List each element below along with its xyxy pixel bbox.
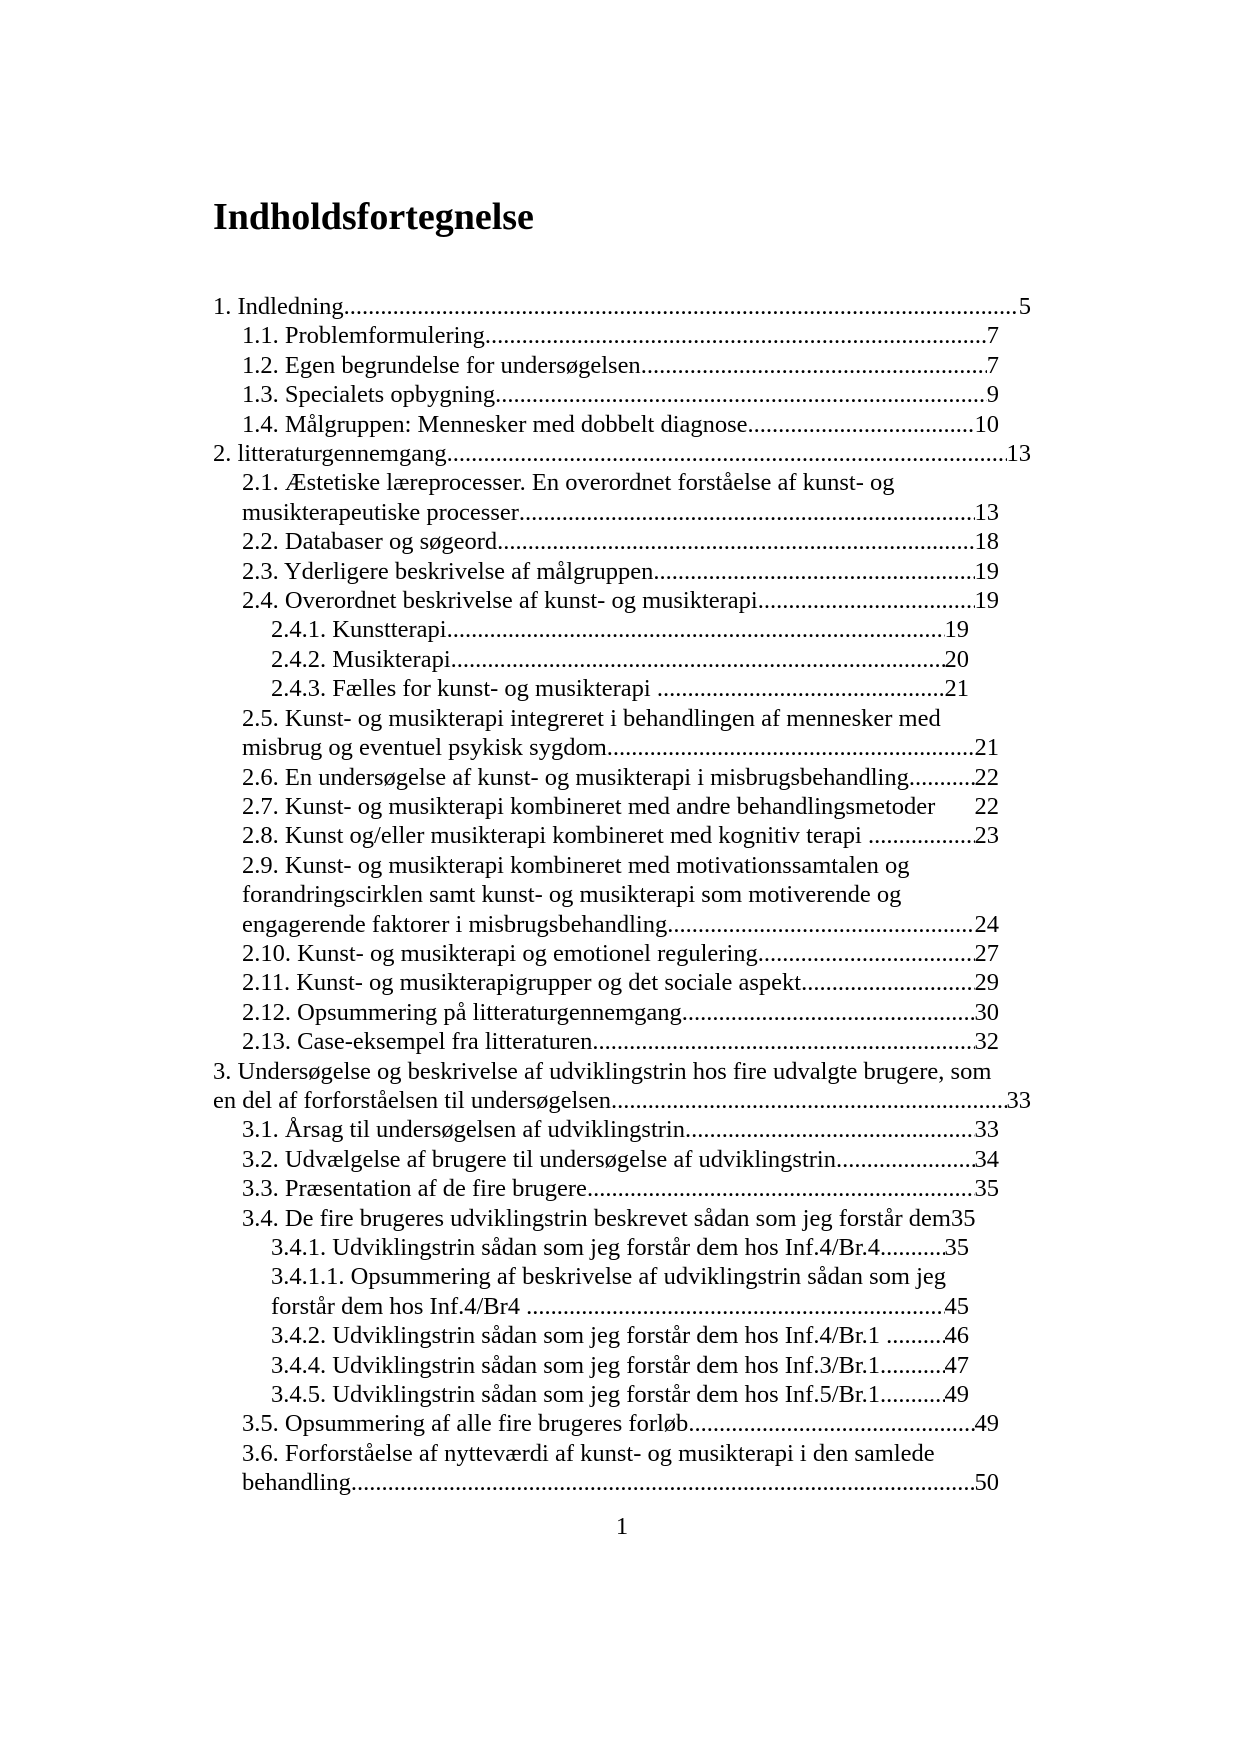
toc-page-number: 9 — [986, 381, 999, 409]
toc-entry-text: 2.4.1. Kunstterapi — [271, 616, 447, 644]
dot-leader — [868, 821, 975, 850]
dot-leader — [351, 1468, 975, 1497]
toc-entry-line — [242, 880, 999, 909]
toc-entry — [213, 1439, 1031, 1498]
toc-entry-line — [271, 615, 969, 644]
toc-page-number: 21 — [974, 734, 999, 762]
toc-entry-line — [271, 1351, 969, 1380]
toc-entry — [213, 674, 1031, 703]
toc-entry-text: 2.12. Opsummering på litteraturgennemgang — [242, 998, 682, 1026]
toc-entry-text: 2.5. Kunst- og musikterapi integreret i behandlingen af mennesker med — [242, 704, 941, 732]
toc-entry-line — [242, 1174, 999, 1203]
toc-entry — [213, 851, 1031, 939]
toc-entry-text: 3.2. Udvælgelse af brugere til undersøgelse af udviklingstrin — [242, 1145, 836, 1173]
toc-entry — [213, 351, 1031, 380]
toc-page-number: 33 — [1006, 1086, 1031, 1114]
toc-page-number: 7 — [986, 351, 999, 379]
toc-entry-line — [242, 763, 999, 792]
toc-entry-line — [242, 1204, 999, 1233]
toc-entry — [213, 645, 1031, 674]
toc-page-number: 18 — [974, 528, 999, 556]
toc-entry-text: 3. Undersøgelse og beskrivelse af udviklingstrin hos fire udvalgte brugere, som — [213, 1057, 992, 1085]
dot-leader — [688, 1409, 974, 1438]
toc-page-number: 35 — [974, 1175, 999, 1203]
toc-entry — [213, 1409, 1031, 1438]
toc-entry-text: 2.7. Kunst- og musikterapi kombineret med andre behandlingsmetoder — [242, 792, 936, 820]
toc-entry-text: forstår dem hos Inf.4/Br4 — [271, 1292, 527, 1320]
toc-entry-text: 1.3. Specialets opbygning — [242, 381, 496, 409]
dot-leader — [611, 1086, 1007, 1115]
toc-entry — [213, 439, 1031, 468]
toc-entry-text: 2.1. Æstetiske læreprocesser. En overordnet forståelse af kunst- og — [242, 469, 895, 497]
toc-page-number: 35 — [950, 1204, 976, 1232]
toc-entry — [213, 792, 1031, 821]
dot-leader — [880, 1380, 944, 1409]
toc-entry — [213, 410, 1031, 439]
toc-entry-text: 2.4.2. Musikterapi — [271, 645, 451, 673]
dot-leader — [587, 1174, 975, 1203]
toc-page-number: 19 — [974, 557, 999, 585]
toc-entry-line — [242, 557, 999, 586]
toc-entry-line — [271, 1321, 969, 1350]
toc-entry-text: 2.13. Case-eksempel fra litteraturen — [242, 1028, 593, 1056]
toc-entry-text: behandling — [242, 1469, 351, 1497]
toc-entry-line — [242, 321, 999, 350]
dot-leader — [526, 1292, 944, 1321]
toc-page-number: 13 — [974, 498, 999, 526]
toc-page-number: 24 — [974, 910, 999, 938]
dot-leader — [657, 674, 945, 703]
dot-leader — [495, 380, 987, 409]
dot-leader — [758, 939, 975, 968]
toc-entry-line — [242, 998, 999, 1027]
toc-page-number: 33 — [974, 1116, 999, 1144]
toc-page-number: 45 — [944, 1292, 969, 1320]
toc-entry-text: 1.1. Problemformulering — [242, 322, 485, 350]
toc-entry — [213, 1145, 1031, 1174]
toc-entry — [213, 1115, 1031, 1144]
toc-entry-line — [271, 674, 969, 703]
toc-entry-text: 2.3. Yderligere beskrivelse af målgruppen — [242, 557, 654, 585]
toc-page-number: 30 — [974, 998, 999, 1026]
toc-entry-line — [271, 1262, 969, 1291]
toc-entry-text: 2.4. Overordnet beskrivelse af kunst- og musikterapi — [242, 587, 758, 615]
toc-entry-line — [242, 704, 999, 733]
dot-leader — [685, 1115, 975, 1144]
dot-leader — [653, 557, 974, 586]
dot-leader — [607, 733, 975, 762]
toc-entry-line — [213, 439, 1031, 468]
toc-entry-line — [242, 733, 999, 762]
toc-entry-line — [242, 410, 999, 439]
toc-entry-line — [242, 1027, 999, 1056]
dot-leader — [451, 645, 945, 674]
toc-entry-text: 3.4.4. Udviklingstrin sådan som jeg forstår dem hos Inf.3/Br.1 — [271, 1351, 881, 1379]
toc-entry — [213, 939, 1031, 968]
toc-entry-text: misbrug og eventuel psykisk sygdom — [242, 734, 607, 762]
toc-entry — [213, 1351, 1031, 1380]
toc-entry-text: 3.6. Forforståelse af nytteværdi af kunst- og musikterapi i den samlede — [242, 1439, 935, 1467]
toc-entry-line — [242, 468, 999, 497]
toc-entry-line — [242, 821, 999, 850]
toc-entry-line — [242, 968, 999, 997]
dot-leader — [447, 615, 945, 644]
toc-entry-line — [242, 1468, 999, 1497]
toc-page-number: 10 — [974, 410, 999, 438]
toc-entry — [213, 1057, 1031, 1116]
toc-entry-line — [242, 851, 999, 880]
toc-entry-text: 3.4.5. Udviklingstrin sådan som jeg forstår dem hos Inf.5/Br.1 — [271, 1381, 881, 1409]
toc-entry-line — [242, 1409, 999, 1438]
toc-entry-text: 2. litteraturgennemgang — [213, 440, 447, 468]
toc-entry-text: 3.4.1. Udviklingstrin sådan som jeg forstår dem hos Inf.4/Br.4 — [271, 1234, 881, 1261]
toc-entry — [213, 821, 1031, 850]
toc-page-number: 22 — [974, 792, 999, 820]
toc-entry-line — [242, 380, 999, 409]
toc-entry — [213, 468, 1031, 527]
toc-entry-text: engagerende faktorer i misbrugsbehandling — [242, 910, 668, 938]
toc-page-number: 23 — [974, 822, 999, 850]
dot-leader — [667, 910, 974, 939]
toc-entry — [213, 998, 1031, 1027]
toc-entry-line — [242, 1145, 999, 1174]
toc-entry — [213, 586, 1031, 615]
toc-entry — [213, 527, 1031, 556]
dot-leader — [641, 351, 987, 380]
toc-entry — [213, 557, 1031, 586]
toc-entry-line — [242, 1439, 999, 1468]
dot-leader — [880, 1351, 944, 1380]
footer-page-number: 1 — [615, 1512, 629, 1540]
toc-entry-text: 3.4.2. Udviklingstrin sådan som jeg forstår dem hos Inf.4/Br.1 — [271, 1322, 887, 1350]
dot-leader — [836, 1145, 975, 1174]
toc-entry — [213, 704, 1031, 763]
dot-leader — [592, 1027, 974, 1056]
toc-page-number: 50 — [974, 1469, 999, 1497]
toc-entry-text: 2.11. Kunst- og musikterapigrupper og det sociale aspekt — [242, 969, 802, 997]
toc-page-number: 13 — [1006, 440, 1031, 468]
toc-entry-line — [271, 1292, 969, 1321]
toc-entry — [213, 380, 1031, 409]
dot-leader — [801, 968, 974, 997]
dot-leader — [344, 292, 1019, 321]
toc-entry-text: 1. Indledning — [213, 293, 344, 320]
toc-page-number: 19 — [974, 587, 999, 615]
toc-entry-line — [242, 792, 999, 821]
toc-entry-text: 2.10. Kunst- og musikterapi og emotionel regulering — [242, 939, 758, 967]
toc-entry-text: 3.4.1.1. Opsummering af beskrivelse af udviklingstrin sådan som jeg — [271, 1263, 946, 1291]
toc-entry-line — [271, 1380, 969, 1409]
toc-entry-line — [213, 1086, 1031, 1115]
toc-entry-line — [242, 586, 999, 615]
toc-entry — [213, 1204, 1031, 1233]
toc-page-number: 47 — [944, 1351, 969, 1379]
page-title: Indholdsfortegnelse — [213, 196, 534, 238]
toc-entry-line — [242, 351, 999, 380]
toc-page-number: 46 — [944, 1322, 969, 1350]
toc-entry-line — [242, 910, 999, 939]
toc-page-number: 20 — [944, 645, 969, 673]
toc-entry — [213, 1174, 1031, 1203]
toc-entry-text: 2.6. En undersøgelse af kunst- og musikterapi i misbrugsbehandling — [242, 763, 909, 791]
toc-entry — [213, 1262, 1031, 1321]
toc-entry — [213, 1233, 1031, 1262]
toc-page-number: 5 — [1018, 293, 1031, 320]
toc-entry-text: 1.2. Egen begrundelse for undersøgelsen — [242, 351, 641, 379]
toc-entry-text: 2.2. Databaser og søgeord — [242, 528, 498, 556]
toc-entry-text: 3.1. Årsag til undersøgelsen af udviklingstrin — [242, 1116, 685, 1144]
toc-entry-line — [242, 939, 999, 968]
toc-entry — [213, 292, 1031, 321]
dot-leader — [682, 998, 975, 1027]
toc-entry — [213, 968, 1031, 997]
toc-entry-line — [213, 1057, 1031, 1086]
footer — [213, 1512, 1031, 1541]
toc-entry — [213, 321, 1031, 350]
toc-entry-text: en del af forforståelsen til undersøgelsen — [213, 1086, 611, 1114]
toc-entry-line — [242, 1115, 999, 1144]
toc-page-number: 29 — [974, 969, 999, 997]
toc-entry-line — [271, 1233, 969, 1262]
page-content — [213, 198, 1031, 1541]
toc-list — [213, 292, 1031, 1498]
toc-entry — [213, 615, 1031, 644]
dot-leader — [880, 1233, 944, 1262]
toc-entry-text: 3.5. Opsummering af alle fire brugeres forløb — [242, 1410, 689, 1438]
toc-entry-line — [242, 527, 999, 556]
toc-entry — [213, 1321, 1031, 1350]
dot-leader — [748, 410, 975, 439]
toc-page-number: 19 — [944, 616, 969, 644]
toc-entry-text: 1.4. Målgruppen: Mennesker med dobbelt diagnose — [242, 410, 748, 438]
toc-page-number: 21 — [944, 675, 969, 703]
toc-entry-text: 2.4.3. Fælles for kunst- og musikterapi — [271, 675, 657, 703]
toc-entry-text: 3.3. Præsentation af de fire brugere — [242, 1175, 587, 1203]
toc-page-number: 35 — [944, 1234, 969, 1261]
toc-entry — [213, 763, 1031, 792]
toc-page-number: 32 — [974, 1028, 999, 1056]
dot-leader — [497, 527, 974, 556]
toc-page-number: 22 — [974, 763, 999, 791]
toc-entry-text: 2.8. Kunst og/eller musikterapi kombineret med kognitiv terapi — [242, 822, 868, 850]
toc-entry-line — [213, 292, 1031, 321]
dot-leader — [485, 321, 987, 350]
dot-leader — [758, 586, 975, 615]
toc-page-number: 7 — [986, 322, 999, 350]
dot-leader — [909, 763, 975, 792]
toc-page-number: 27 — [974, 939, 999, 967]
toc-page-number: 49 — [944, 1381, 969, 1409]
toc-entry — [213, 1380, 1031, 1409]
toc-entry-line — [271, 645, 969, 674]
toc-page-number: 34 — [974, 1145, 999, 1173]
dot-leader — [886, 1321, 944, 1350]
toc-page-number: 49 — [974, 1410, 999, 1438]
dot-leader — [519, 498, 975, 527]
dot-leader — [447, 439, 1007, 468]
toc-entry — [213, 1027, 1031, 1056]
toc-entry-text: musikterapeutiske processer — [242, 498, 519, 526]
toc-entry-line — [242, 498, 999, 527]
toc-entry-text: 3.4. De fire brugeres udviklingstrin beskrevet sådan som jeg forstår dem — [242, 1204, 951, 1232]
toc-entry-text: forandringscirklen samt kunst- og musikterapi som motiverende og — [242, 881, 902, 909]
toc-entry-text: 2.9. Kunst- og musikterapi kombineret med motivationssamtalen og — [242, 851, 910, 879]
